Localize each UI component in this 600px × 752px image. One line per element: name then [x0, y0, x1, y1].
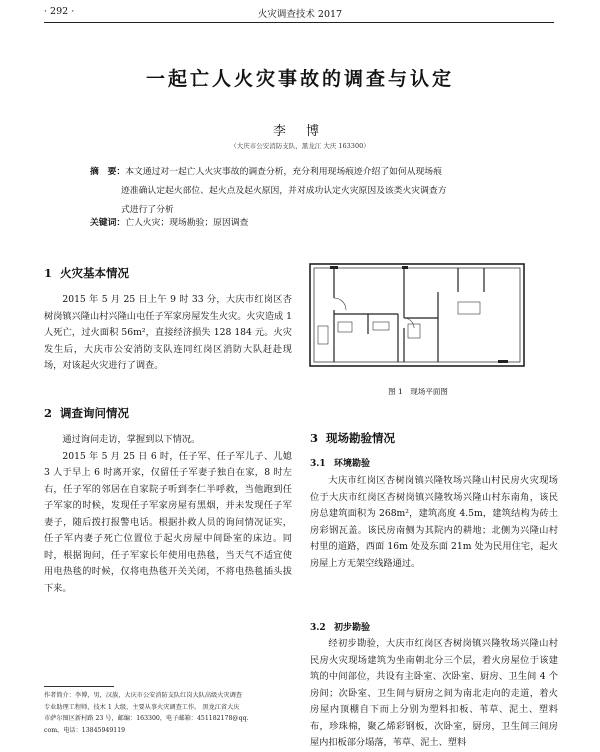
journal-name: 火灾调查技术 2017: [257, 9, 343, 20]
section-2-title: 调查询问情况: [60, 406, 129, 420]
keywords: [90, 215, 520, 228]
abstract-label: 摘 要：: [90, 167, 126, 177]
section-3-2-paragraph: 经初步勘验，大庆市红岗区杏树岗镇兴隆牧场兴隆山村民房火灾现场建筑为坐南朝北分三个层，着火房屋位于该建筑的中间部位，共设有主卧室、次卧室、厨房、卫生间 4 个房间；次卧室、卫生间与厨房之间为南北走向的走道，着火房屋内顶棚自下而上分别为塑料扣板、苇草、泥土、塑料布，珍珠棉，聚乙烯彩钢板，次卧室，厨房，卫生间三间房屋内扣板部分塌落，苇草、泥土、塑料: [310, 638, 558, 748]
door-swing-2: [404, 318, 414, 328]
section-3-2-title: 初步勘验: [334, 623, 371, 633]
section-1-heading: [44, 265, 129, 281]
outer-wall: [310, 264, 524, 366]
section-3-1-body: [310, 473, 558, 572]
inner-wall: [314, 268, 520, 362]
abstract-line-2: 迹准确认定起火部位、起火点及起火原因，并对成功认定火灾原因及该类火灾调查方: [121, 186, 447, 196]
section-3-1-number: 3.1: [310, 459, 326, 469]
keywords-label: 关键词：: [90, 218, 126, 228]
section-3-2-number: 3.2: [310, 623, 326, 633]
section-3-1-paragraph: 大庆市红岗区杏树岗镇兴隆牧场兴隆山村民房火灾现场位于大庆市红岗区杏树岗镇兴隆牧场兴隆山村东南角，该民房总建筑面积为 268m²，建筑高度 4.5m，建筑结构为砖土房彩钢瓦盖。该民房南侧为其院内的耕地；北侧为兴隆山村村里的道路，西面 16m 处及东面 21m 处为民用住宅，起火房屋上方无架空线路通过。: [310, 475, 558, 569]
site-floor-plan-figure: [308, 262, 526, 368]
section-1-number: 1: [44, 266, 53, 280]
figure-1-caption: 图 1 现场平面图: [388, 387, 448, 396]
furniture-2: [373, 322, 389, 330]
section-3-heading: [310, 430, 395, 446]
section-2-paragraph-1: 通过询问走访，掌握到以下情况。: [62, 434, 201, 445]
section-2-heading: [44, 405, 129, 421]
furniture-5: [458, 302, 480, 314]
section-3-number: 3: [310, 431, 319, 445]
section-2-number: 2: [44, 406, 53, 420]
article-title: 一起亡人火灾事故的调查与认定: [145, 68, 454, 90]
keywords-text: 亡人火灾；现场勘验；原因调查: [125, 218, 249, 228]
footnote-divider: [44, 686, 114, 687]
door-swing-1: [334, 298, 346, 310]
door-marker-3: [498, 360, 508, 363]
header-divider: [44, 22, 554, 23]
section-2-body: [44, 432, 292, 597]
page-number: · 292 ·: [44, 6, 75, 17]
section-1-title: 火灾基本情况: [60, 266, 129, 280]
author-affiliation: （大庆市公安消防支队，黑龙江 大庆 163300）: [230, 142, 370, 150]
footnote-line-1: 作者简介：李博，男，汉族，大庆市公安消防支队红岗大队高级火灾调查: [44, 692, 242, 699]
section-1-paragraph: 2015 年 5 月 25 日上午 9 时 33 分，大庆市红岗区杏树岗镇兴隆山村兴隆山屯任子军家房屋发生火灾。火灾造成 1 人死亡，过火面积 56m²，直接经济损失 128 184 元。火灾发生后，大庆市公安消防支队连同红岗区消防大队赶赴现场，对该起火灾进行了调查。: [44, 294, 292, 371]
section-2-paragraph-2: 2015 年 5 月 25 日 6 时，任子军、任子军儿子、儿媳 3 人于早上 6 时离开家，仅留任子军妻子独自在家，8 时左右，任子军的邻居在自家院子听到李仁半呼救，当他跑到任子军家的时候，发现任子军家房屋有黑烟，并未发现任子军妻子，随后拨打报警电话。根据扑救人员的询问情况证实，任子军内妻子死亡位置位于起火房屋中间卧室的床边。同时，根据询问，任子军家长年使用电热毯，当天气不适宜使用电热毯的时候，仅将电热毯开关关闭，不将电热毯插头拔下来。: [44, 450, 292, 594]
abstract: [90, 163, 520, 220]
footnote-line-4: com，电话：13845949119: [44, 726, 126, 734]
section-3-title: 现场勘验情况: [326, 431, 395, 445]
abstract-line-1: 本文通过对一起亡人火灾事故的调查分析，充分利用现场痕迹介绍了如何从现场痕: [125, 167, 442, 177]
section-3-1-heading: [310, 456, 370, 469]
section-3-2-heading: [310, 620, 370, 633]
furniture-4: [318, 326, 328, 344]
abstract-line-3: 式进行了分析: [121, 205, 174, 215]
door-marker-2: [402, 266, 408, 269]
furniture-1: [338, 322, 352, 332]
section-3-2-body: [310, 636, 558, 748]
author-name: 李 博: [272, 124, 328, 139]
door-marker-1: [330, 266, 338, 269]
footnote-line-3: 市萨尔图区新村路 23 号，邮编：163300，电子邮箱：451182178@qq.: [44, 715, 249, 722]
section-3-1-title: 环境勘验: [334, 459, 371, 469]
section-1-body: [44, 292, 292, 375]
footnote-line-2: 专业助理工程师，技术 1 大级，主要从事火灾调查工作。 黑龙江省大庆: [44, 703, 240, 711]
author-footnote: [44, 690, 294, 736]
